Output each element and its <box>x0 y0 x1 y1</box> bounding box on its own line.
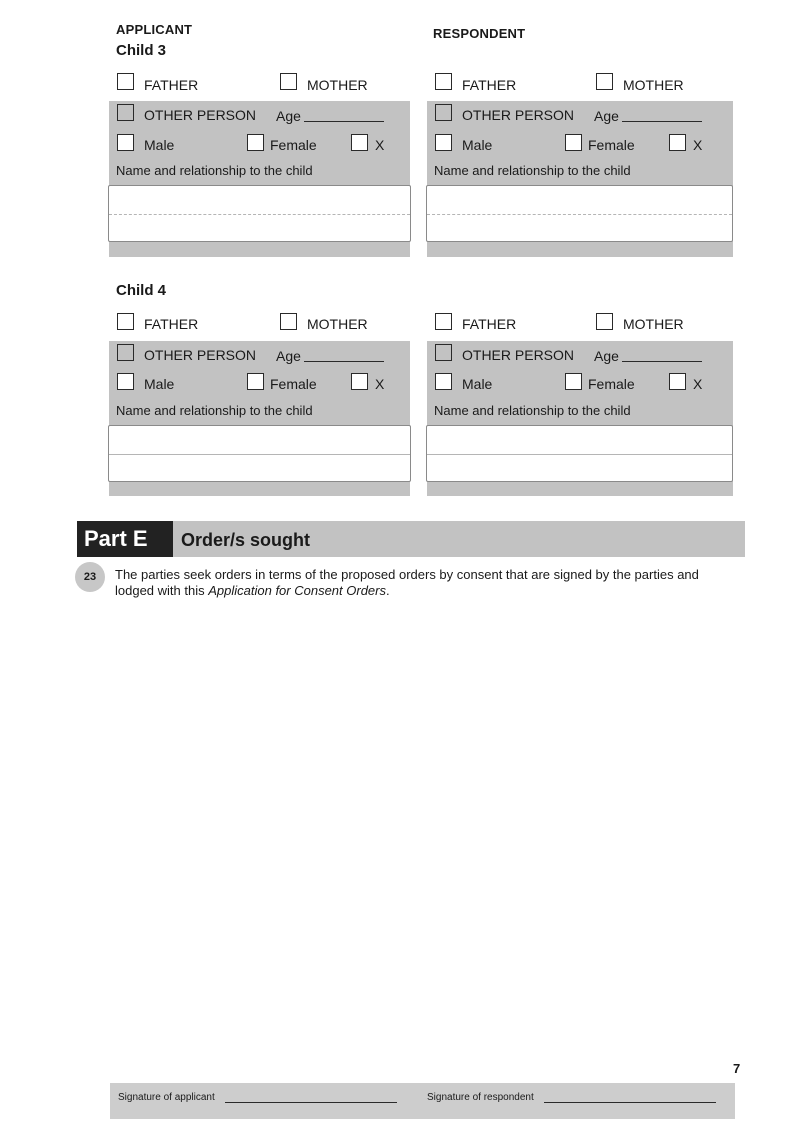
respondent-child4-age-field[interactable] <box>622 349 702 362</box>
applicant-child4-female-label: Female <box>270 376 317 392</box>
applicant-child4-x-checkbox[interactable] <box>351 373 368 390</box>
applicant-child4-male-label: Male <box>144 376 175 392</box>
applicant-child4-age-label: Age <box>276 348 301 364</box>
child-4-title: Child 4 <box>116 282 167 299</box>
signature-respondent-line[interactable] <box>544 1092 716 1103</box>
respondent-child4-other-person-label: OTHER PERSON <box>462 347 575 363</box>
respondent-child3-name-field[interactable] <box>426 185 733 242</box>
applicant-child4-x-label: X <box>375 376 385 392</box>
applicant-child4-name-label: Name and relationship to the child <box>116 403 313 418</box>
applicant-child3-mother-checkbox[interactable] <box>280 73 297 90</box>
applicant-child3-female-checkbox[interactable] <box>247 134 264 151</box>
applicant-child4-age-field[interactable] <box>304 349 384 362</box>
respondent-child3-father-label: FATHER <box>462 77 517 93</box>
respondent-child4-male-checkbox[interactable] <box>435 373 452 390</box>
part-e-title: Order/s sought <box>181 530 311 550</box>
applicant-child3-father-checkbox[interactable] <box>117 73 134 90</box>
applicant-child4-other-person-checkbox[interactable] <box>117 344 134 361</box>
respondent-child4-female-label: Female <box>588 376 635 392</box>
applicant-child3-female-label: Female <box>270 137 317 153</box>
respondent-child4-mother-checkbox[interactable] <box>596 313 613 330</box>
applicant-child3-other-person-checkbox[interactable] <box>117 104 134 121</box>
respondent-child4-name-label: Name and relationship to the child <box>434 403 631 418</box>
respondent-child3-mother-checkbox[interactable] <box>596 73 613 90</box>
applicant-child4-mother-checkbox[interactable] <box>280 313 297 330</box>
respondent-child3-other-person-checkbox[interactable] <box>435 104 452 121</box>
respondent-child4-father-label: FATHER <box>462 316 517 332</box>
applicant-child3-name-label: Name and relationship to the child <box>116 163 313 178</box>
applicant-child4-father-label: FATHER <box>144 316 199 332</box>
respondent-child3-name-label: Name and relationship to the child <box>434 163 631 178</box>
respondent-child3-age-field[interactable] <box>622 109 702 122</box>
question-text-italic: Application for Consent Orders <box>208 583 386 598</box>
applicant-child4-male-checkbox[interactable] <box>117 373 134 390</box>
child-3-title: Child 3 <box>116 42 167 59</box>
respondent-child3-male-checkbox[interactable] <box>435 134 452 151</box>
applicant-child3-name-field[interactable] <box>108 185 411 242</box>
applicant-child3-x-checkbox[interactable] <box>351 134 368 151</box>
applicant-child3-age-field[interactable] <box>304 109 384 122</box>
applicant-child3-male-label: Male <box>144 137 175 153</box>
respondent-child3-x-label: X <box>693 137 703 153</box>
respondent-child3-other-person-label: OTHER PERSON <box>462 107 575 123</box>
respondent-child4-mother-label: MOTHER <box>623 316 684 332</box>
signature-applicant-line[interactable] <box>225 1092 397 1103</box>
respondent-child3-father-checkbox[interactable] <box>435 73 452 90</box>
respondent-child3-male-label: Male <box>462 137 493 153</box>
respondent-child4-age-label: Age <box>594 348 619 364</box>
respondent-child4-x-checkbox[interactable] <box>669 373 686 390</box>
applicant-child3-age-label: Age <box>276 108 301 124</box>
respondent-child4-other-person-checkbox[interactable] <box>435 344 452 361</box>
applicant-child4-mother-label: MOTHER <box>307 316 368 332</box>
applicant-heading: APPLICANT <box>116 22 193 37</box>
applicant-child3-other-person-label: OTHER PERSON <box>144 107 257 123</box>
part-e-bar <box>77 521 745 557</box>
respondent-child4-name-field[interactable] <box>426 425 733 482</box>
respondent-child3-female-label: Female <box>588 137 635 153</box>
applicant-child3-male-checkbox[interactable] <box>117 134 134 151</box>
respondent-child4-female-checkbox[interactable] <box>565 373 582 390</box>
applicant-child4-other-person-label: OTHER PERSON <box>144 347 257 363</box>
page-number: 7 <box>733 1061 741 1076</box>
respondent-child4-father-checkbox[interactable] <box>435 313 452 330</box>
respondent-heading: RESPONDENT <box>433 26 526 41</box>
applicant-child3-x-label: X <box>375 137 385 153</box>
respondent-child3-female-checkbox[interactable] <box>565 134 582 151</box>
question-text-start: The parties seek orders in terms of the proposed orders by consent that are signed by the parties and lodged with this <box>115 567 699 598</box>
applicant-child4-father-checkbox[interactable] <box>117 313 134 330</box>
question-text-end: . <box>386 583 390 598</box>
applicant-child3-father-label: FATHER <box>144 77 199 93</box>
respondent-child4-male-label: Male <box>462 376 493 392</box>
signature-applicant-label: Signature of applicant <box>118 1092 215 1103</box>
question-number-badge: 23 <box>75 562 105 592</box>
applicant-child3-mother-label: MOTHER <box>307 77 368 93</box>
applicant-child4-female-checkbox[interactable] <box>247 373 264 390</box>
applicant-child4-name-field[interactable] <box>108 425 411 482</box>
part-e-tag: Part E <box>77 521 173 557</box>
respondent-child4-x-label: X <box>693 376 703 392</box>
respondent-child3-mother-label: MOTHER <box>623 77 684 93</box>
signature-respondent-label: Signature of respondent <box>427 1092 534 1103</box>
respondent-child3-x-checkbox[interactable] <box>669 134 686 151</box>
question-23-text <box>115 567 735 599</box>
respondent-child3-age-label: Age <box>594 108 619 124</box>
